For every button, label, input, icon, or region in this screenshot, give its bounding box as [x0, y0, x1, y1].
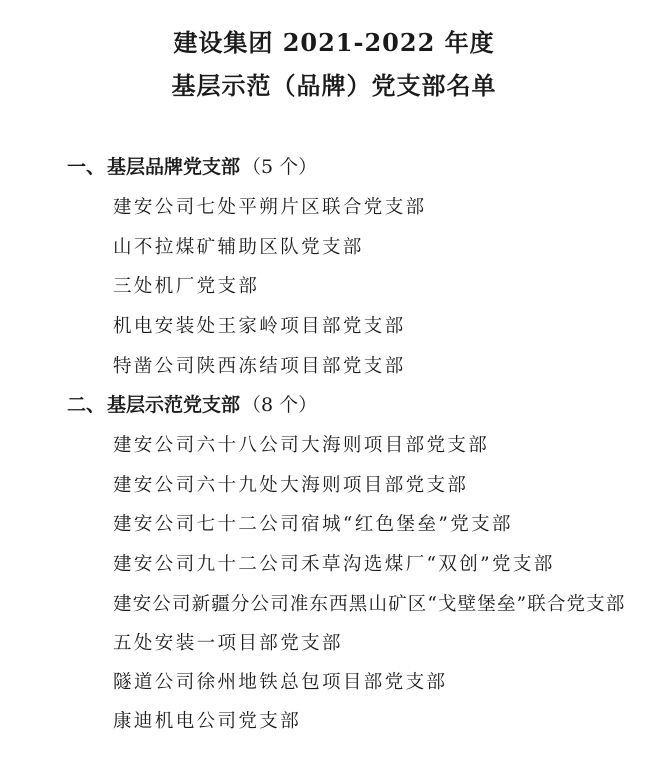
section-title: 基层示范党支部 — [107, 394, 241, 416]
document-title-line-1: 建设集团 2021-2022 年度 — [173, 28, 495, 57]
list-item: 三处机厂党支部 — [113, 276, 260, 297]
list-item: 建安公司九十二公司禾草沟选煤厂“双创”党支部 — [113, 554, 555, 575]
section-number: 二、 — [67, 394, 106, 416]
list-item: 建安公司七处平朔片区联合党支部 — [113, 197, 427, 218]
list-item: 建安公司七十二公司宿城“红色堡垒”党支部 — [113, 514, 513, 535]
section-title: 基层品牌党支部 — [107, 156, 241, 178]
section-count: （5 个） — [242, 156, 318, 178]
list-item: 山不拉煤矿辅助区队党支部 — [113, 237, 364, 258]
list-item: 机电安装处王家岭项目部党支部 — [113, 316, 406, 337]
list-item: 五处安装一项目部党支部 — [113, 633, 343, 654]
list-item: 康迪机电公司党支部 — [113, 711, 302, 732]
section-number: 一、 — [67, 156, 106, 178]
list-item: 建安公司六十九处大海则项目部党支部 — [113, 475, 469, 496]
section-heading-model — [67, 392, 317, 418]
document-title-line-2: 基层示范（品牌）党支部名单 — [171, 71, 497, 100]
list-item: 建安公司六十八公司大海则项目部党支部 — [113, 435, 490, 456]
section-count: （8 个） — [242, 394, 318, 416]
list-item: 特凿公司陕西冻结项目部党支部 — [113, 356, 406, 377]
section-heading-brand — [67, 154, 317, 180]
list-item: 建安公司新疆分公司准东西黑山矿区“戈壁堡垒”联合党支部 — [113, 594, 626, 615]
list-item: 隧道公司徐州地铁总包项目部党支部 — [113, 672, 448, 693]
